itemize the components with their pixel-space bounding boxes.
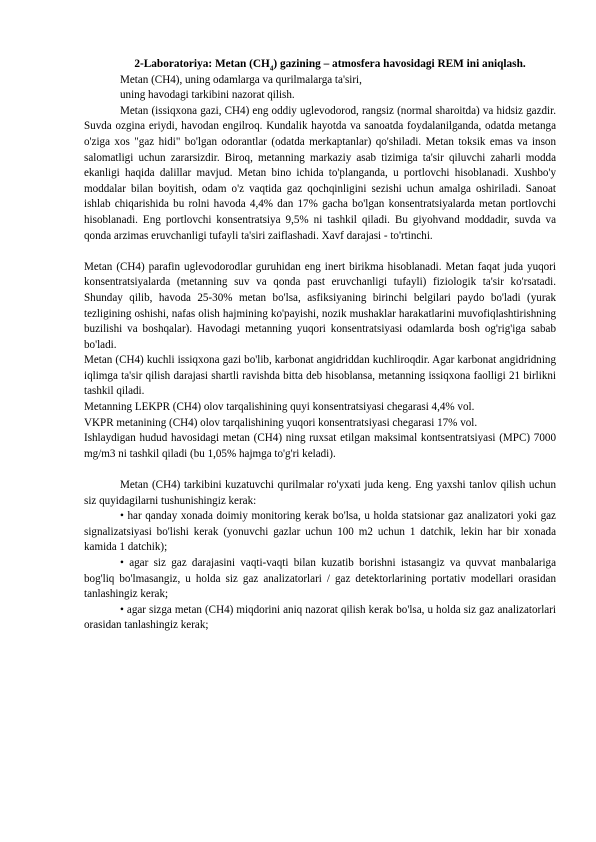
document-body — [84, 57, 556, 634]
paragraph-upper-limit: VKPR metanining (CH4) olov tarqalishining yuqori konsentratsiyasi chegarasi 17% vol. — [84, 416, 478, 429]
title-subscript: 4 — [269, 64, 274, 73]
paragraph-methane-properties: Metan (issiqxona gazi, CH4) eng oddiy uglevodorod, rangsiz (normal sharoitda) va hidsiz gazdir. Suvda ozgina eriydi, havodan engilroq. Kundalik hayotda va sanoatda foydalanilganda, odatda metanga o'ziga xos "gaz hidi" bo'lgan odorantlar (odatda merkaptanlar) qo'shiladi. Metan toksik emas va inson salomatligi uchun zararsizdir. Biroq, metanning markaziy asab tizimiga ta'sir qiluvchi zaharli modda ekanligi haqida dalillar mavjud. Metan bino ichida to'planganda, u portlovchi hisoblanadi. Xushbo'y moddalar bilan boyitish, odam o'z vaqtida gaz qochqinligini sezishi uchun amalga oshiriladi. Sanoat ishlab chiqarishida bu rolni havoda 4,4% dan 17% gacha bo'lgan konsentratsiyalarda metan portlovchi hisoblanadi. Eng portlovchi konsentratsiya 9,5% ni tashkil qiladi. Bu giyohvand moddadir, suvda va qonda arzimas eruvchanligi tufayli ta'siri zaiflashadi. Xavf darajasi - to'rtinchi. — [84, 104, 556, 242]
intro-line-2: uning havodagi tarkibini nazorat qilish. — [120, 89, 295, 102]
paragraph-spacer — [84, 462, 556, 478]
list-item-precise: • agar sizga metan (CH4) miqdorini aniq nazorat qilish kerak bo'lsa, u holda siz gaz analizatorlari orasidan tanlashingiz kerak; — [84, 603, 556, 632]
page-title — [84, 57, 556, 73]
paragraph-physiological-effect: Metan (CH4) parafin uglevodorodlar guruhidan eng inert birikma hisoblanadi. Metan faqat juda yuqori konsentratsiyalarda (metanning suv va qonda past eruvchanligi tufayli) fiziologik ta'sir ko'rsatadi. Shunday qilib, havoda 25-30% metan bo'lsa, asfiksiyaning birinchi belgilari paydo bo'ladi (yurak tezligining oshishi, nafas olish hajmining ko'payishi, nozik mushaklar harakatlarini muvofiqlashtirishning buzilishi va boshqalar). Havodagi metanning yuqori konsentratsiyasi odamlarda bosh og'rig'iga sabab bo'ladi. — [84, 260, 556, 351]
list-item-portable: • agar siz gaz darajasini vaqti-vaqti bilan kuzatib borishni istasangiz va quvvat manbalariga bog'liq bo'lmasangiz, u holda siz gaz analizatorlari / gaz detektorlarining portativ modellari orasidan tanlashingiz kerak; — [84, 557, 556, 601]
paragraph-lower-limit: Metanning LEKPR (CH4) olov tarqalishining quyi konsentratsiyasi chegarasi 4,4% vol. — [84, 401, 475, 414]
paragraph-devices-intro: Metan (CH4) tarkibini kuzatuvchi qurilmalar ro'yxati juda keng. Eng yaxshi tanlov qilish uchun siz quyidagilarni tushunishingiz kerak: — [84, 479, 556, 507]
title-part-2: ) gazining – atmosfera havosidagi REM ini aniqlash. — [273, 58, 526, 70]
paragraph-greenhouse-effect: Metan (CH4) kuchli issiqxona gazi bo'lib, karbonat angidriddan kuchliroqdir. Agar karbonat angidridning iqlimga ta'sir qilish darajasi shartli ravishda bitta deb hisoblansa, metanning issiqxona faolligi 21 birlikni tashkil qiladi. — [84, 354, 556, 398]
paragraph-mpc: Ishlaydigan hudud havosidagi metan (CH4) ning ruxsat etilgan maksimal kontsentratsiyasi (MPC) 7000 mg/m3 ni tashkil qiladi (bu 1,05% hajmga to'g'ri keladi). — [84, 432, 556, 460]
intro-line-1: Metan (CH4), uning odamlarga va qurilmalarga ta'siri, — [120, 73, 362, 86]
paragraph-spacer — [84, 244, 556, 260]
list-item-stationary: • har qanday xonada doimiy monitoring kerak bo'lsa, u holda statsionar gaz analizatori yoki gaz signalizatsiyasi bo'lishi kerak (yonuvchi gazlar uchun 100 m2 uchun 1 datchik, lekin har bir xonada kamida 1 datchik); — [84, 510, 556, 554]
title-part-1: 2-Laboratoriya: Metan (CH — [134, 58, 270, 70]
